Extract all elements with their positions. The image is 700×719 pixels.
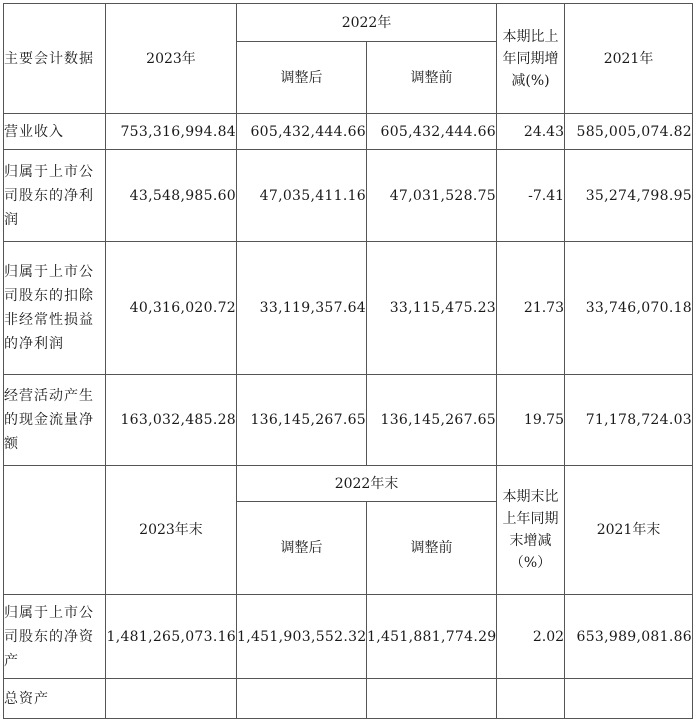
header2-adjusted-before: 调整前 [367,502,497,595]
table-row [4,679,693,719]
table-row [4,242,693,375]
cell-2023: 163,032,485.28 [106,375,237,466]
cell-2021: 653,989,081.86 [565,595,693,679]
cell-2021: 71,178,724.03 [565,375,693,466]
financial-data-table [3,3,693,719]
cell-change: 2.02 [497,595,565,679]
header-main-label: 主要会计数据 [4,4,106,114]
header2-blank [4,466,106,595]
cell-2023: 1,481,265,073.16 [106,595,237,679]
row-label: 归属于上市公司股东的净利润 [4,150,106,242]
cell-2022-before: 605,432,444.66 [367,114,497,150]
header-year-2022: 2022年 [237,4,497,42]
cell-2021 [565,679,693,719]
cell-change [497,679,565,719]
cell-2021: 35,274,798.95 [565,150,693,242]
header2-adjusted-after: 调整后 [237,502,367,595]
table-row [4,114,693,150]
cell-change: 21.73 [497,242,565,375]
cell-2022-after: 33,119,357.64 [237,242,367,375]
cell-2022-before [367,679,497,719]
cell-2023: 753,316,994.84 [106,114,237,150]
cell-2022-before: 33,115,475.23 [367,242,497,375]
cell-2023 [106,679,237,719]
table-row [4,595,693,679]
header-adjusted-after: 调整后 [237,42,367,114]
header2-change: 本期末比上年同期末增减（%） [497,466,565,595]
table-row [4,150,693,242]
cell-2022-before: 1,451,881,774.29 [367,595,497,679]
cell-2022-before: 47,031,528.75 [367,150,497,242]
cell-2023: 40,316,020.72 [106,242,237,375]
header2-year-2023: 2023年末 [106,466,237,595]
header-change: 本期比上年同期增减(%) [497,4,565,114]
cell-2022-after: 136,145,267.65 [237,375,367,466]
cell-change: -7.41 [497,150,565,242]
cell-change: 19.75 [497,375,565,466]
header-year-2023: 2023年 [106,4,237,114]
header2-year-2022: 2022年末 [237,466,497,502]
row-label: 营业收入 [4,114,106,150]
cell-2021: 33,746,070.18 [565,242,693,375]
header-adjusted-before: 调整前 [367,42,497,114]
cell-2022-after: 605,432,444.66 [237,114,367,150]
header2-year-2021: 2021年末 [565,466,693,595]
header-year-2021: 2021年 [565,4,693,114]
cell-2021: 585,005,074.82 [565,114,693,150]
row-label: 归属于上市公司股东的扣除非经常性损益的净利润 [4,242,106,375]
table-row [4,375,693,466]
cell-change: 24.43 [497,114,565,150]
cell-2022-after [237,679,367,719]
header-row-1 [4,4,693,42]
header2-row-1 [4,466,693,502]
row-label: 总资产 [4,679,106,719]
cell-2022-before: 136,145,267.65 [367,375,497,466]
row-label: 经营活动产生的现金流量净额 [4,375,106,466]
cell-2022-after: 47,035,411.16 [237,150,367,242]
cell-2023: 43,548,985.60 [106,150,237,242]
cell-2022-after: 1,451,903,552.32 [237,595,367,679]
row-label: 归属于上市公司股东的净资产 [4,595,106,679]
